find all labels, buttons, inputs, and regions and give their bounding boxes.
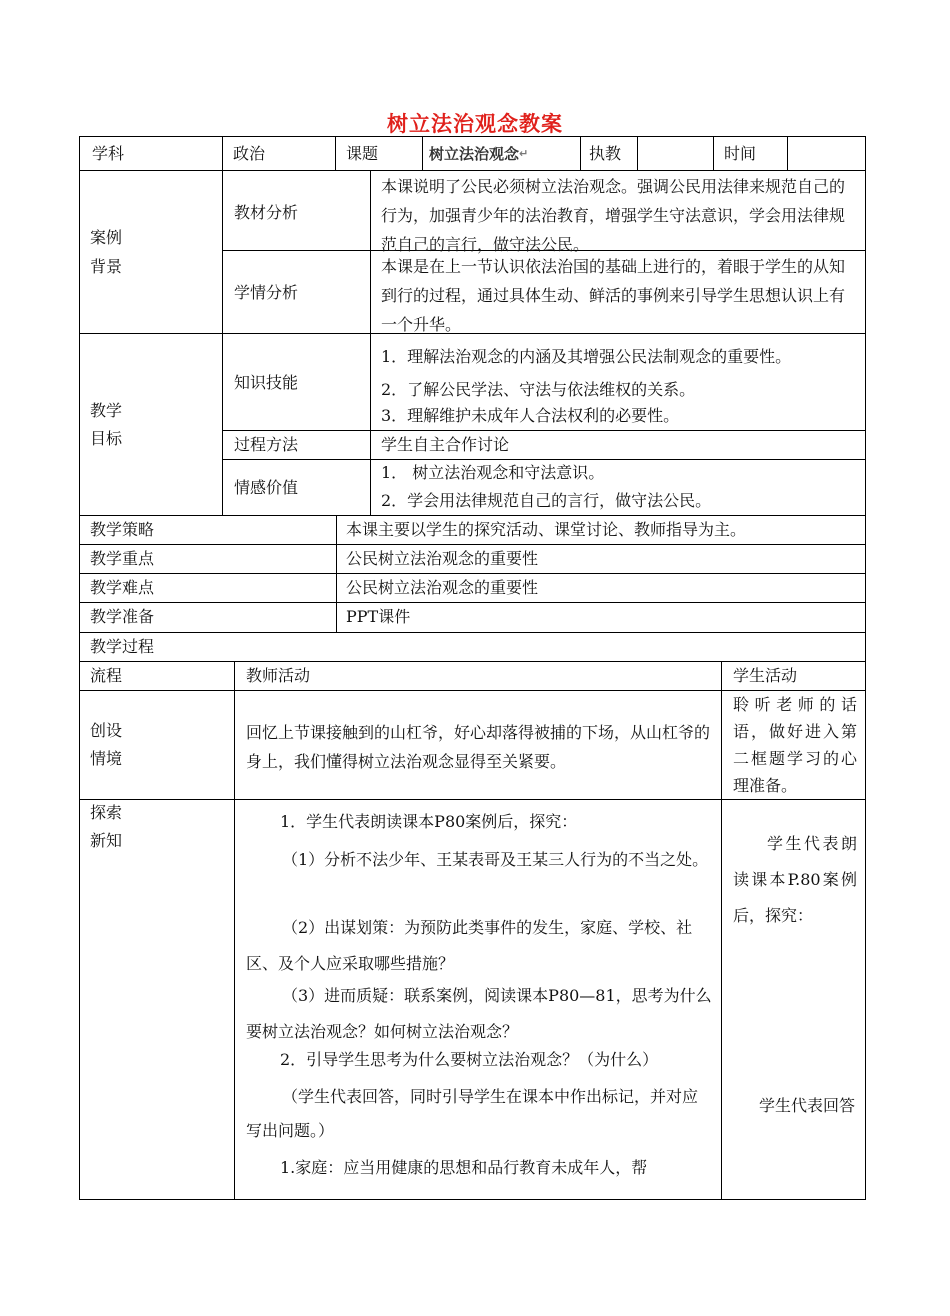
teacher-label: 执教 bbox=[589, 144, 622, 163]
topic-value: 树立法治观念↵ bbox=[429, 145, 529, 163]
difficulty-label: 教学难点 bbox=[90, 578, 155, 597]
subject-value: 政治 bbox=[233, 144, 266, 163]
flow-label-line1: 探索 bbox=[90, 803, 123, 822]
return-mark-icon: ↵ bbox=[519, 147, 529, 160]
teacher-step: 2．引导学生思考为什么要树立法治观念？（为什么） bbox=[280, 1050, 659, 1069]
prep-label: 教学准备 bbox=[90, 607, 155, 626]
strategy-text: 本课主要以学生的探究活动、课堂讨论、教师指导为主。 bbox=[346, 520, 747, 539]
col-flow-header: 流程 bbox=[90, 666, 123, 685]
material-analysis-label: 教材分析 bbox=[234, 203, 299, 222]
difficulty-text: 公民树立法治观念的重要性 bbox=[346, 578, 539, 597]
process-method-text: 学生自主合作讨论 bbox=[381, 435, 510, 454]
student-activity-text: 学生代表回答 bbox=[759, 1096, 856, 1115]
student-analysis-label: 学情分析 bbox=[234, 283, 299, 302]
topic-label: 课题 bbox=[346, 144, 379, 163]
time-label: 时间 bbox=[724, 144, 757, 163]
material-analysis-text: 本课说明了公民必须树立法治观念。强调公民用法律来规范自己的行为，加强青少年的法治教育，增强学生守法意识，学会用法律规范自己的言行，做守法公民。 bbox=[381, 177, 846, 254]
focus-text: 公民树立法治观念的重要性 bbox=[346, 549, 539, 568]
knowledge-label: 知识技能 bbox=[234, 373, 299, 392]
goals-label-line1: 教学 bbox=[90, 401, 123, 420]
emotion-item: 2．学会用法律规范自己的言行，做守法公民。 bbox=[381, 491, 712, 510]
emotion-item: 1． 树立法治观念和守法意识。 bbox=[381, 463, 605, 482]
student-analysis-text: 本课是在上一节认识依法治国的基础上进行的，着眼于学生的从知到行的过程，通过具体生动、鲜活的事例来引导学生思想认识上有一个升华。 bbox=[381, 257, 846, 334]
teacher-activity-text: 回忆上节课接触到的山杠爷，好心却落得被捕的下场，从山杠爷的身上，我们懂得树立法治观念显得至关紧要。 bbox=[246, 723, 711, 771]
background-label-line2: 背景 bbox=[90, 257, 123, 276]
document-title: 树立法治观念教案 bbox=[387, 111, 563, 136]
teacher-step: （1）分析不法少年、王某表哥及王某三人行为的不当之处。 bbox=[282, 850, 709, 869]
student-activity-text: 学生代表朗读课本P.80案例后，探究： bbox=[733, 834, 857, 925]
col-teacher-header: 教师活动 bbox=[246, 666, 311, 685]
flow-label-line1: 创设 bbox=[90, 721, 123, 740]
student-activity-text: 聆听老师的话语，做好进入第二框题学习的心理准备。 bbox=[733, 695, 857, 795]
subject-label: 学科 bbox=[92, 144, 125, 163]
process-method-label: 过程方法 bbox=[234, 435, 299, 454]
knowledge-item: 1．理解法治观念的内涵及其增强公民法制观念的重要性。 bbox=[381, 347, 792, 366]
teacher-step: 1.家庭：应当用健康的思想和品行教育未成年人，帮 bbox=[280, 1158, 648, 1177]
knowledge-item: 2．了解公民学法、守法与依法维权的关系。 bbox=[381, 380, 696, 399]
col-student-header: 学生活动 bbox=[733, 666, 798, 685]
background-label-line1: 案例 bbox=[90, 228, 123, 247]
teaching-process-label: 教学过程 bbox=[90, 637, 155, 656]
teacher-step: （3）进而质疑：联系案例，阅读课本P80—81，思考为什么要树立法治观念？如何树立法治观念？ bbox=[246, 986, 712, 1041]
flow-label-line2: 情境 bbox=[90, 749, 123, 768]
teacher-step: 1．学生代表朗读课本P80案例后，探究： bbox=[280, 812, 578, 831]
knowledge-item: 3．理解维护未成年人合法权利的必要性。 bbox=[381, 406, 680, 425]
flow-label-line2: 新知 bbox=[90, 831, 123, 850]
prep-text: PPT课件 bbox=[346, 607, 411, 626]
emotion-label: 情感价值 bbox=[234, 478, 299, 497]
goals-label-line2: 目标 bbox=[90, 429, 123, 448]
strategy-label: 教学策略 bbox=[90, 520, 155, 539]
focus-label: 教学重点 bbox=[90, 549, 155, 568]
teacher-step: （2）出谋划策：为预防此类事件的发生，家庭、学校、社区、及个人应采取哪些措施？ bbox=[246, 918, 693, 973]
teacher-step: （学生代表回答，同时引导学生在课本中作出标记，并对应写出问题。） bbox=[246, 1087, 699, 1140]
